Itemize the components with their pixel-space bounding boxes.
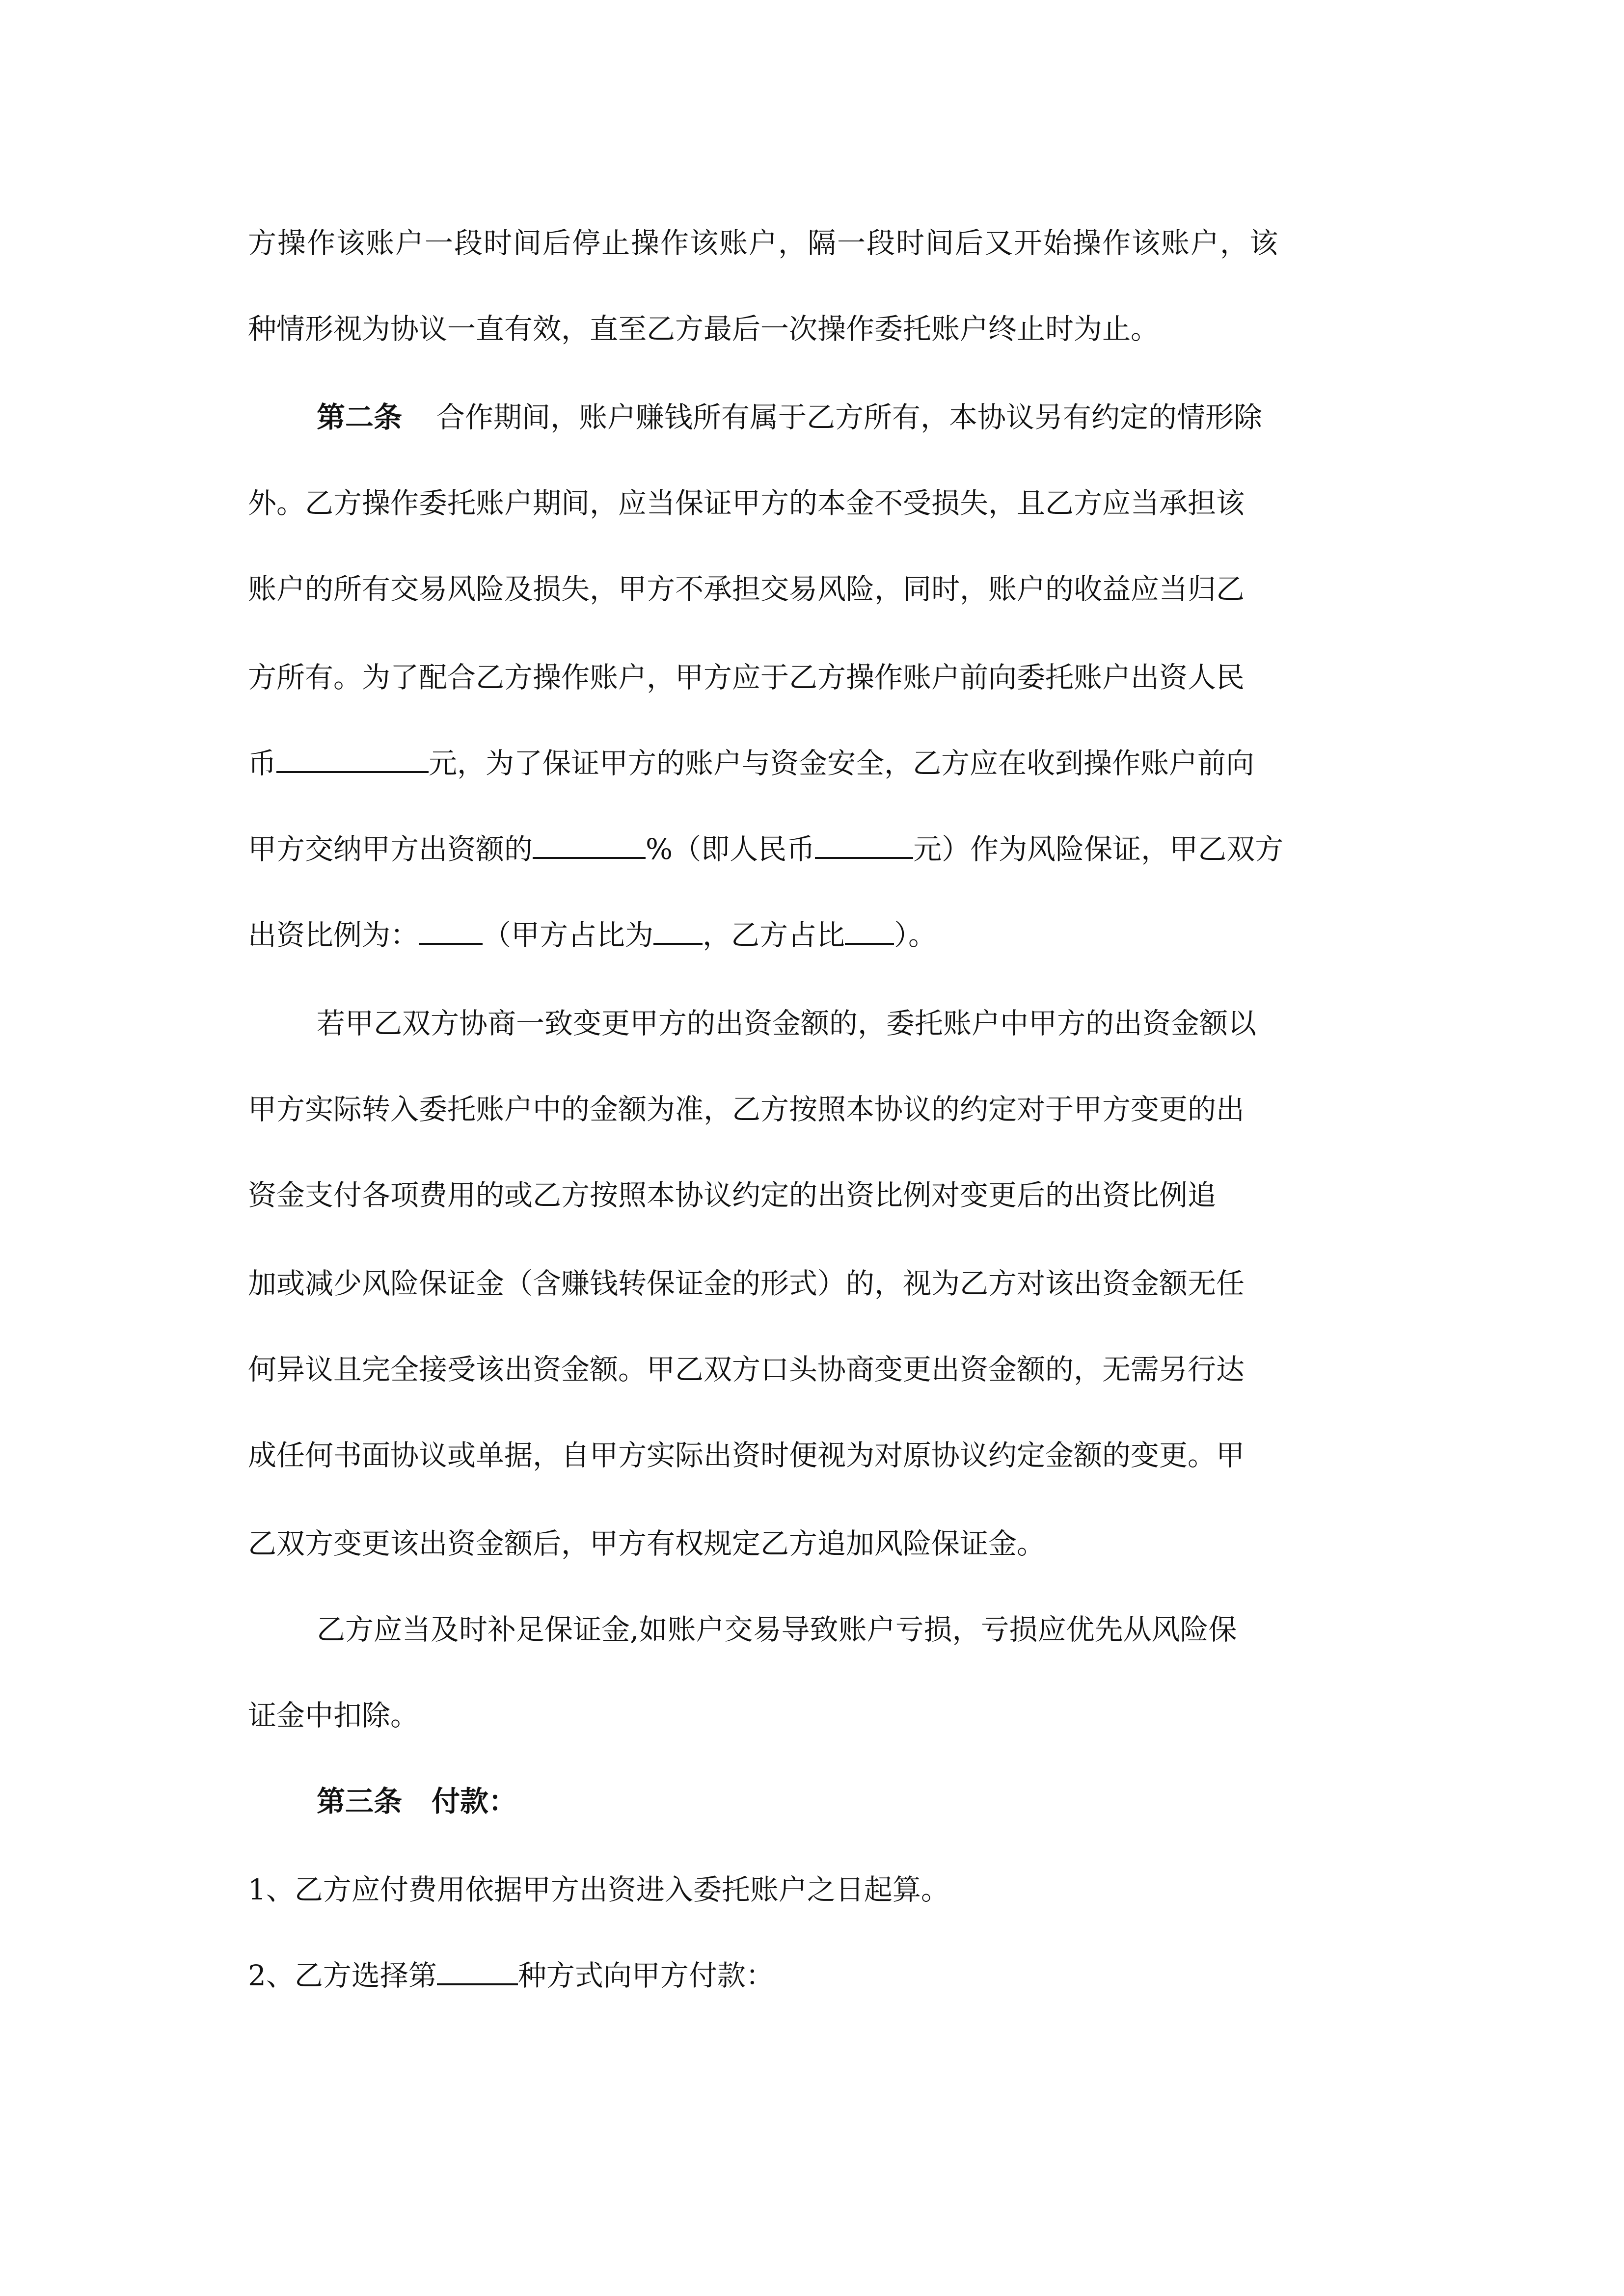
paragraph-line: 若甲乙双方协商一致变更甲方的出资金额的，委托账户中甲方的出资金额以 xyxy=(317,1007,1257,1040)
text-fragment: 2、乙方选择第 xyxy=(248,1959,437,1992)
paragraph-line: 外。乙方操作委托账户期间，应当保证甲方的本金不受损失，且乙方应当承担该 xyxy=(248,486,1245,520)
paragraph-line xyxy=(248,915,1407,955)
article-3-heading-line xyxy=(317,1782,1475,1821)
blank-field[interactable] xyxy=(845,915,894,945)
article-heading: 第二条 xyxy=(317,400,403,434)
list-item: 1、乙方应付费用依据甲方出资进入委托账户之日起算。 xyxy=(248,1873,949,1906)
paragraph-line: 账户的所有交易风险及损失，甲方不承担交易风险，同时，账户的收益应当归乙 xyxy=(248,572,1245,606)
text-fragment: 出资比例为： xyxy=(248,918,419,952)
paragraph-line: 证金中扣除。 xyxy=(248,1699,419,1732)
paragraph-line: 加或减少风险保证金（含赚钱转保证金的形式）的，视为乙方对该出资金额无任 xyxy=(248,1267,1245,1300)
text-fragment: %（即人民币 xyxy=(646,832,815,866)
paragraph-line: 成任何书面协议或单据，自甲方实际出资时便视为对原协议约定金额的变更。甲 xyxy=(248,1439,1245,1472)
paragraph-line: 乙方应当及时补足保证金,如账户交易导致账户亏损，亏损应优先从风险保 xyxy=(317,1613,1237,1646)
paragraph-line: 甲方实际转入委托账户中的金额为准，乙方按照本协议的约定对于甲方变更的出 xyxy=(248,1093,1245,1126)
paragraph-line xyxy=(248,744,1407,783)
text-fragment: 元）作为风险保证，甲乙双方 xyxy=(913,832,1284,866)
text-fragment: 种方式向甲方付款： xyxy=(517,1959,774,1992)
blank-field[interactable] xyxy=(533,829,646,859)
paragraph-line: 种情形视为协议一直有效，直至乙方最后一次操作委托账户终止时为止。 xyxy=(248,312,1160,346)
blank-field[interactable] xyxy=(437,1956,518,1985)
text-fragment: ）。 xyxy=(894,918,937,952)
blank-field[interactable] xyxy=(815,829,913,859)
blank-field[interactable] xyxy=(653,915,703,945)
paragraph-line xyxy=(248,829,1407,869)
paragraph-line: 何异议且完全接受该出资金额。甲乙双方口头协商变更出资金额的，无需另行达 xyxy=(248,1353,1245,1386)
paragraph-line: 方所有。为了配合乙方操作账户，甲方应于乙方操作账户前向委托账户出资人民 xyxy=(248,661,1245,694)
text-fragment: 币 xyxy=(248,747,277,780)
list-item xyxy=(248,1956,1407,1995)
text-fragment: ，乙方占比 xyxy=(703,918,845,952)
article-title: 付款： xyxy=(432,1785,517,1818)
article-2-first-line xyxy=(317,398,1475,437)
blank-field[interactable] xyxy=(276,744,429,773)
paragraph-line: 方操作该账户一段时间后停止操作该账户，隔一段时间后又开始操作该账户，该 xyxy=(248,226,1279,260)
text-fragment: （甲方占比为 xyxy=(483,918,654,952)
article-text: 合作期间，账户赚钱所有属于乙方所有，本协议另有约定的情形除 xyxy=(436,400,1263,434)
text-fragment: 甲方交纳甲方出资额的 xyxy=(248,832,533,866)
article-heading: 第三条 xyxy=(317,1785,403,1818)
text-fragment: 元，为了保证甲方的账户与资金安全，乙方应在收到操作账户前向 xyxy=(429,747,1255,780)
paragraph-line: 乙双方变更该出资金额后，甲方有权规定乙方追加风险保证金。 xyxy=(248,1527,1046,1560)
paragraph-line: 资金支付各项费用的或乙方按照本协议约定的出资比例对变更后的出资比例追 xyxy=(248,1178,1217,1212)
blank-field[interactable] xyxy=(419,915,483,945)
